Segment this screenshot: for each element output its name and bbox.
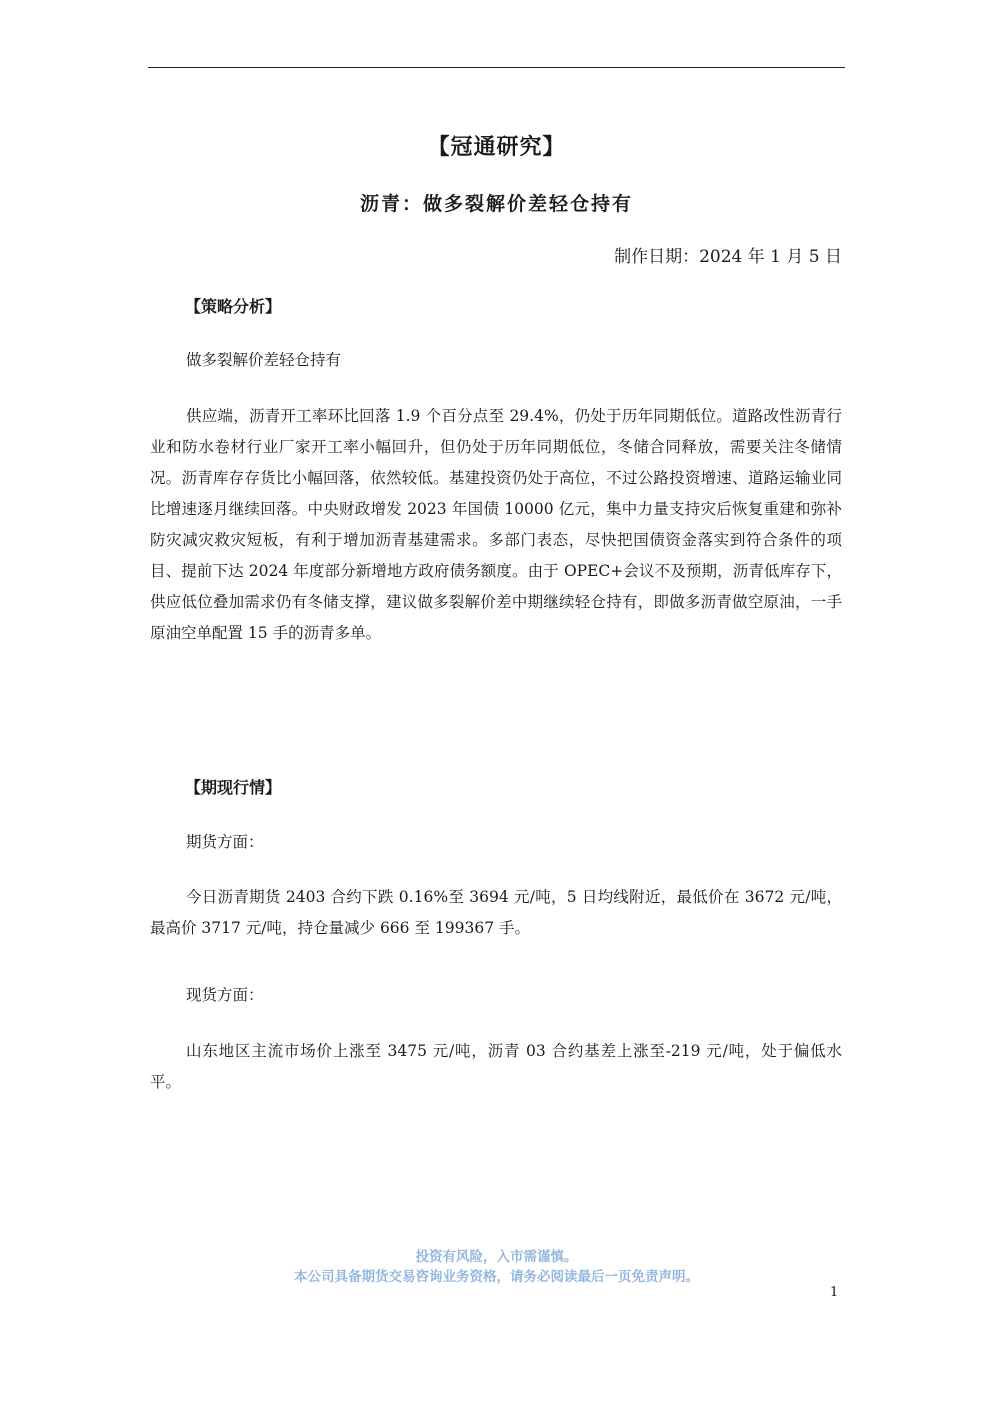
spot-label: 现货方面：: [186, 986, 264, 1004]
futures-body: 今日沥青期货 2403 合约下跌 0.16%至 3694 元/吨，5 日均线附近，最低价在 3672 元/吨，最高价 3717 元/吨，持仓量减少 666 至 199367 手。: [150, 888, 842, 937]
footer-disclaimer: 本公司具备期货交易咨询业务资格，请务必阅读最后一页免责声明。: [294, 1269, 699, 1285]
footer-risk-warning: 投资有风险，入市需谨慎。: [415, 1249, 578, 1265]
strategy-body: 供应端，沥青开工率环比回落 1.9 个百分点至 29.4%，仍处于历年同期低位。道路改性沥青行业和防水卷材行业厂家开工率小幅回升，但仍处于历年同期低位，冬储合同释放，需要关注冬储情况。沥青库存存货比小幅回落，依然较低。基建投资仍处于高位，不过公路投资增速、道路运输业同比增速逐月继续回落。中央财政增发 2023 年国债 10000 亿元，集中力量支持灾后恢复重建和弥补防灾减灾救灾短板，有利于增加沥青基建需求。多部门表态，尽快把国债资金落实到符合条件的项目、提前下达 2024 年度部分新增地方政府债务额度。由于 OPEC+会议不及预期，沥青低库存下，供应低位叠加需求仍有冬储支撑，建议做多裂解价差中期继续轻仓持有，即做多沥青做空原油，一手原油空单配置 15 手的沥青多单。: [150, 407, 842, 642]
header-rule: [148, 67, 845, 68]
strategy-summary: 做多裂解价差轻仓持有: [186, 351, 342, 369]
page-number: 1: [830, 1285, 839, 1300]
report-title: 沥青：做多裂解价差轻仓持有: [359, 193, 633, 215]
brand-heading: 【冠通研究】: [427, 135, 566, 160]
section-heading-market: 【期现行情】: [185, 778, 282, 797]
report-date: 制作日期：2024 年 1 月 5 日: [614, 247, 842, 267]
spot-body: 山东地区主流市场价上涨至 3475 元/吨，沥青 03 合约基差上涨至-219 元/吨，处于偏低水平。: [150, 1042, 842, 1091]
section-heading-strategy: 【策略分析】: [185, 297, 282, 316]
futures-label: 期货方面：: [186, 833, 264, 851]
